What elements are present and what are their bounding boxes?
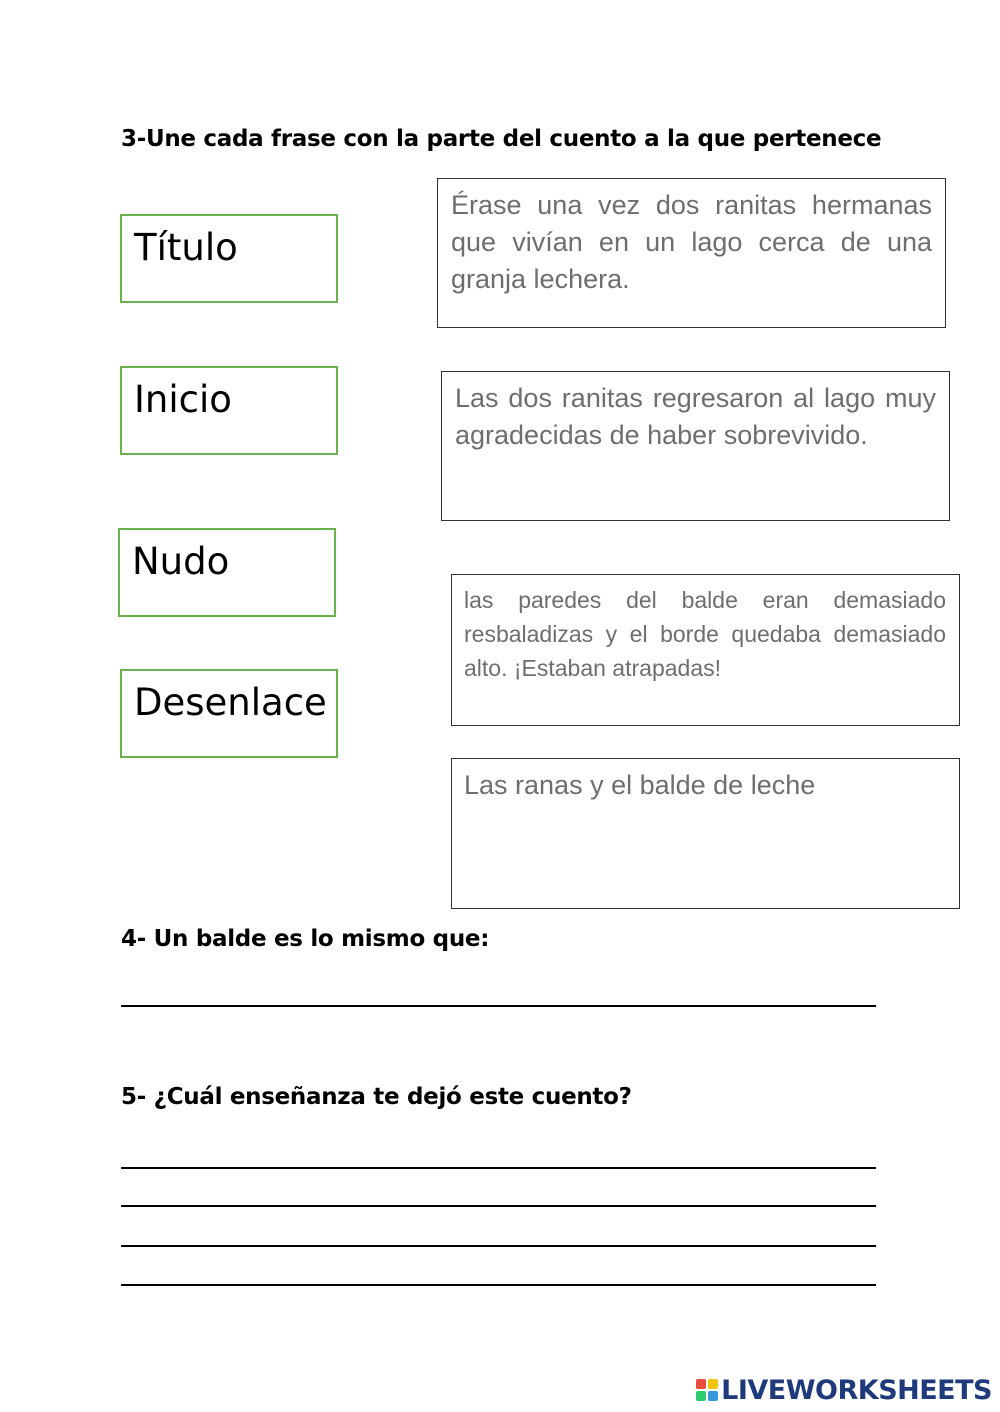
phrase-text: Las ranas y el balde de leche: [464, 770, 816, 800]
phrase-text: Las dos ranitas regresaron al lago muy agradecidas de haber sobrevivido.: [455, 383, 936, 450]
part-label: Título: [134, 226, 238, 269]
part-box-nudo[interactable]: [118, 528, 336, 617]
question-3-title: 3-Une cada frase con la parte del cuento a la que pertenece: [121, 126, 882, 152]
part-label: Nudo: [132, 540, 230, 583]
liveworksheets-logo-icon: [696, 1379, 718, 1401]
answer-line-q5-1[interactable]: [121, 1167, 876, 1169]
liveworksheets-logo: [696, 1372, 992, 1408]
phrase-box-4[interactable]: [451, 758, 960, 909]
part-box-titulo[interactable]: [120, 214, 338, 303]
phrase-box-2[interactable]: [441, 371, 950, 521]
part-label: Inicio: [134, 378, 232, 421]
liveworksheets-logo-text: LIVEWORKSHEETS: [721, 1374, 992, 1406]
question-5-title: 5- ¿Cuál enseñanza te dejó este cuento?: [121, 1084, 632, 1110]
part-box-desenlace[interactable]: [120, 669, 338, 758]
phrase-box-3[interactable]: [451, 574, 960, 726]
question-4-title: 4- Un balde es lo mismo que:: [121, 926, 490, 952]
part-label: Desenlace: [134, 681, 327, 724]
answer-line-q5-3[interactable]: [121, 1245, 876, 1247]
answer-line-q5-2[interactable]: [121, 1205, 876, 1207]
phrase-text: Érase una vez dos ranitas hermanas que vivían en un lago cerca de una granja lechera.: [451, 190, 932, 294]
phrase-box-1[interactable]: [437, 178, 946, 328]
part-box-inicio[interactable]: [120, 366, 338, 455]
answer-line-q4[interactable]: [121, 1005, 876, 1007]
answer-line-q5-4[interactable]: [121, 1284, 876, 1286]
phrase-text: las paredes del balde eran demasiado resbaladizas y el borde quedaba demasiado alto. ¡Estaban atrapadas!: [464, 587, 946, 681]
